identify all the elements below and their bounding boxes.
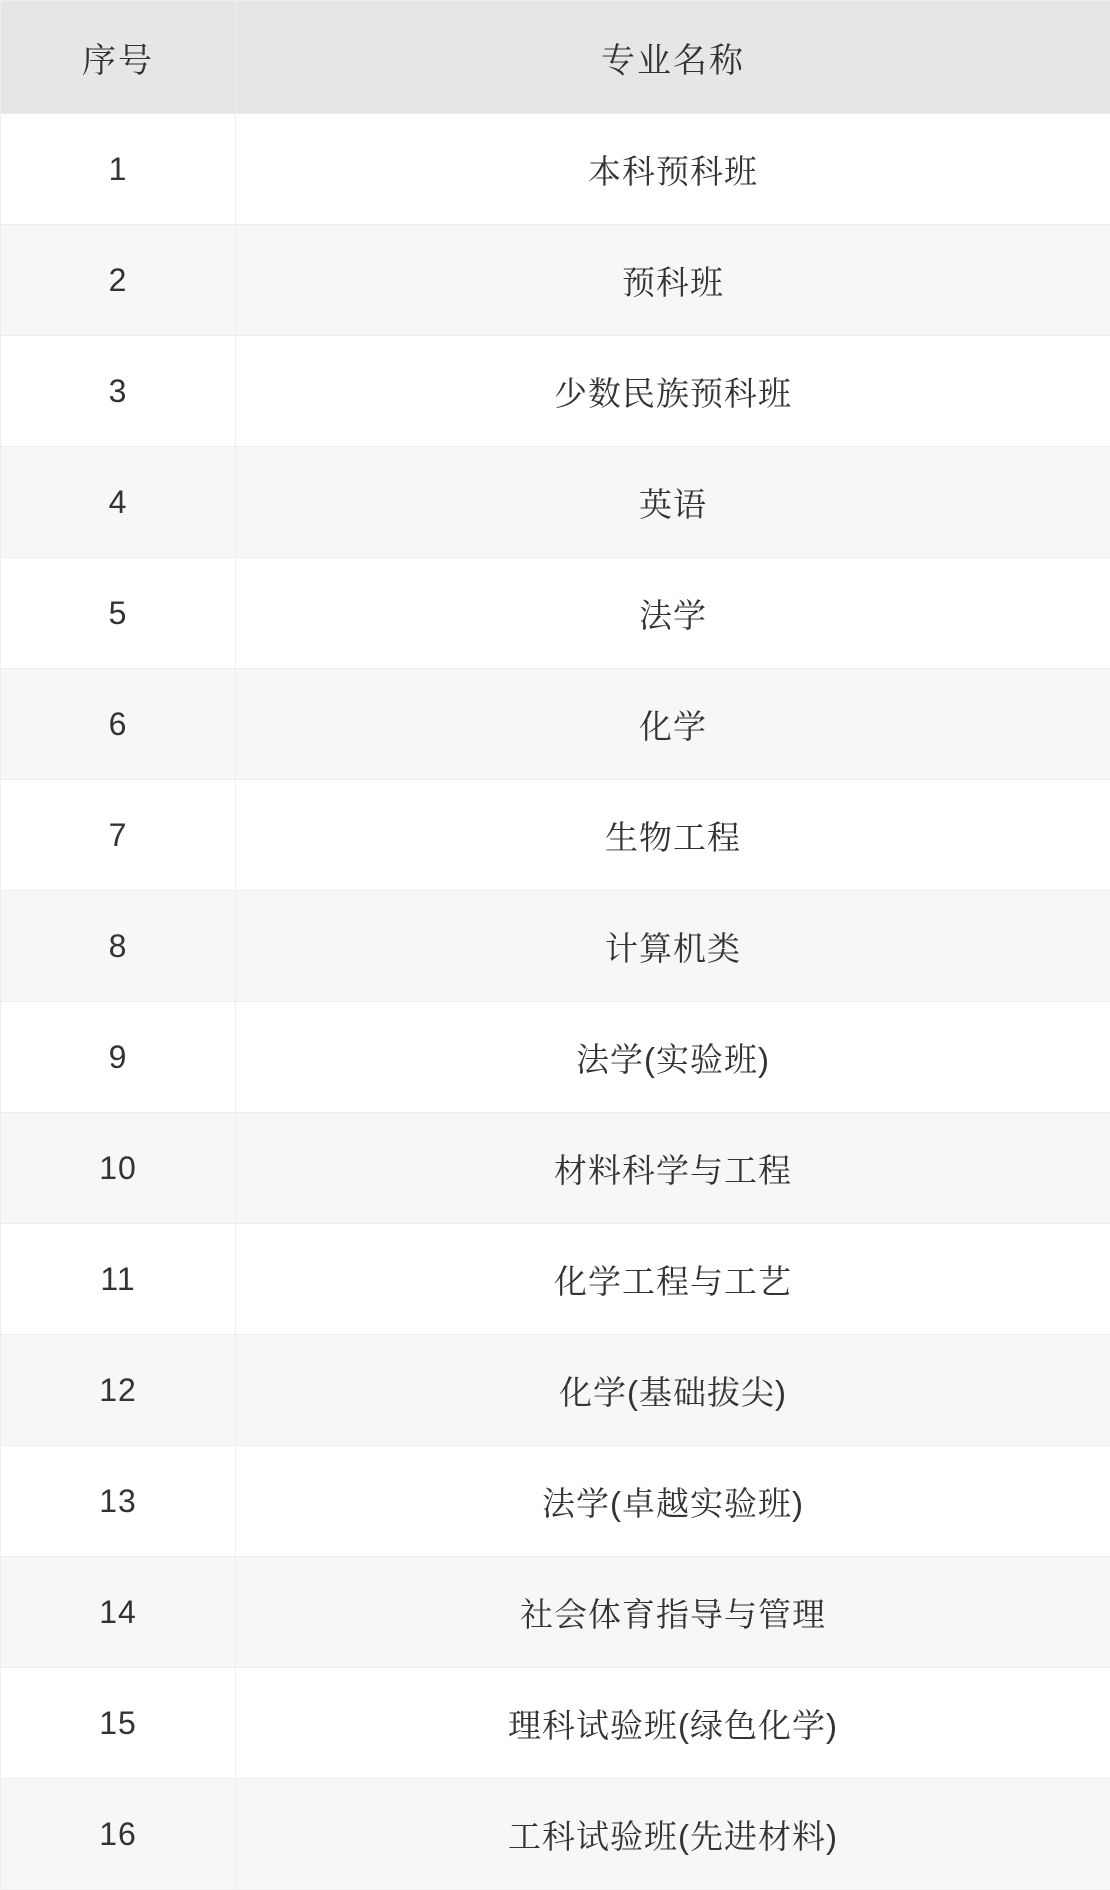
cell-index: 5	[1, 558, 236, 669]
cell-major-name: 计算机类	[236, 891, 1110, 1002]
cell-major-name: 英语	[236, 447, 1110, 558]
table-row	[1, 1113, 1110, 1224]
table-row	[1, 1668, 1110, 1779]
table-body	[1, 114, 1110, 1890]
cell-index: 7	[1, 780, 236, 891]
table-row	[1, 1557, 1110, 1668]
cell-major-name: 材料科学与工程	[236, 1113, 1110, 1224]
cell-major-name: 化学(基础拔尖)	[236, 1335, 1110, 1446]
table-row	[1, 1779, 1110, 1890]
cell-major-name: 社会体育指导与管理	[236, 1557, 1110, 1668]
cell-major-name: 化学工程与工艺	[236, 1224, 1110, 1335]
cell-index: 10	[1, 1113, 236, 1224]
table-row	[1, 1335, 1110, 1446]
cell-index: 13	[1, 1446, 236, 1557]
cell-index: 14	[1, 1557, 236, 1668]
table-row	[1, 447, 1110, 558]
table-row	[1, 558, 1110, 669]
table-row	[1, 225, 1110, 336]
cell-index: 15	[1, 1668, 236, 1779]
table-row	[1, 891, 1110, 1002]
cell-index: 11	[1, 1224, 236, 1335]
cell-major-name: 化学	[236, 669, 1110, 780]
table-row	[1, 780, 1110, 891]
cell-major-name: 法学(实验班)	[236, 1002, 1110, 1113]
column-header-index: 序号	[1, 1, 236, 114]
cell-major-name: 少数民族预科班	[236, 336, 1110, 447]
table-row	[1, 114, 1110, 225]
table-header	[1, 1, 1110, 114]
cell-index: 9	[1, 1002, 236, 1113]
table-row	[1, 669, 1110, 780]
cell-major-name: 预科班	[236, 225, 1110, 336]
cell-index: 3	[1, 336, 236, 447]
table-row	[1, 336, 1110, 447]
table-header-row	[1, 1, 1110, 114]
cell-index: 16	[1, 1779, 236, 1890]
cell-index: 8	[1, 891, 236, 1002]
cell-major-name: 工科试验班(先进材料)	[236, 1779, 1110, 1890]
cell-index: 6	[1, 669, 236, 780]
cell-index: 1	[1, 114, 236, 225]
column-header-name: 专业名称	[236, 1, 1110, 114]
cell-major-name: 法学(卓越实验班)	[236, 1446, 1110, 1557]
cell-major-name: 本科预科班	[236, 114, 1110, 225]
cell-major-name: 理科试验班(绿色化学)	[236, 1668, 1110, 1779]
table-row	[1, 1446, 1110, 1557]
table-row	[1, 1002, 1110, 1113]
cell-major-name: 法学	[236, 558, 1110, 669]
cell-index: 12	[1, 1335, 236, 1446]
cell-major-name: 生物工程	[236, 780, 1110, 891]
cell-index: 2	[1, 225, 236, 336]
table-row	[1, 1224, 1110, 1335]
cell-index: 4	[1, 447, 236, 558]
